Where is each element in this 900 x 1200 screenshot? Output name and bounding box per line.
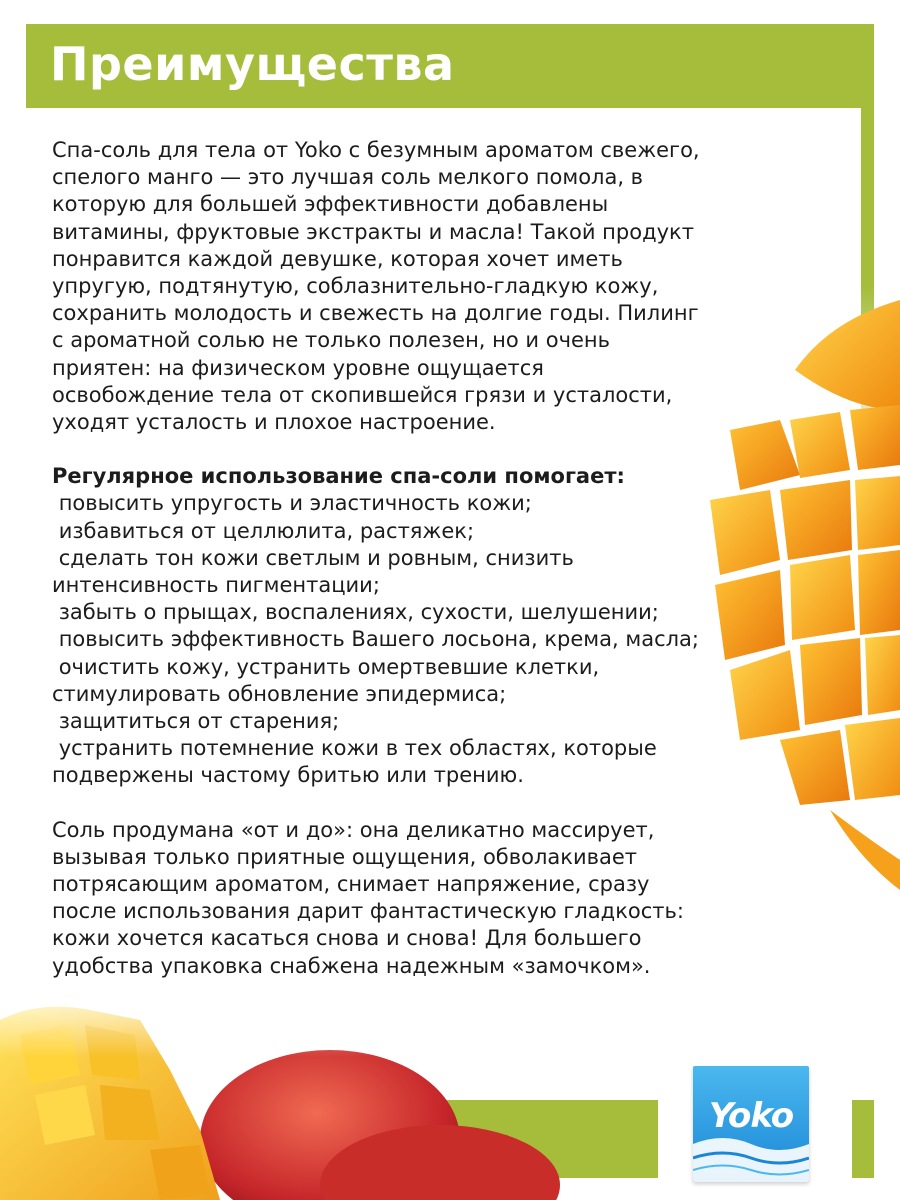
intro-line: витамины, фруктовые экстракты и масла! Такой продукт	[52, 219, 694, 244]
closing-paragraph	[52, 817, 752, 980]
benefit-item: интенсивность пигментации;	[52, 573, 380, 598]
closing-line: потрясающим ароматом, снимает напряжение, сразу	[52, 872, 650, 897]
benefits-heading: Регулярное использование спа-соли помогает:	[52, 464, 625, 489]
benefit-item: сделать тон кожи светлым и ровным, снизить	[52, 545, 574, 570]
intro-paragraph	[52, 137, 752, 436]
closing-line: кожи хочется касаться снова и снова! Для большего	[52, 926, 642, 951]
closing-line: вызывая только приятные ощущения, обволакивает	[52, 844, 637, 869]
closing-line: после использования дарит фантастическую гладкость:	[52, 899, 684, 924]
intro-line: которую для большей эффективности добавлены	[52, 192, 609, 217]
benefit-item: защититься от старения;	[52, 709, 340, 734]
intro-line: уходят усталость и плохое настроение.	[52, 410, 496, 435]
closing-line: Соль продумана «от и до»: она деликатно массирует,	[52, 817, 655, 842]
benefit-item: устранить потемнение кожи в тех областях, которые	[52, 736, 657, 761]
yoko-logo	[693, 1066, 809, 1182]
logo-text: Yoko	[708, 1096, 794, 1136]
benefits-section	[52, 463, 752, 789]
benefit-item: очистить кожу, устранить омертвевшие клетки,	[52, 654, 600, 679]
intro-line: сохранить молодость и свежесть на долгие годы. Пилинг	[52, 301, 699, 326]
intro-line: освобождение тела от скопившейся грязи и усталости,	[52, 382, 673, 407]
benefit-item: повысить упругость и эластичность кожи;	[52, 491, 532, 516]
page-title: Преимущества	[50, 37, 455, 91]
intro-line: понравится каждой девушке, которая хочет иметь	[52, 246, 623, 271]
benefit-item: подвержены частому бритью или трению.	[52, 763, 524, 788]
benefit-item: забыть о прыщах, воспалениях, сухости, шелушении;	[52, 600, 659, 625]
footer-banner-right	[852, 1100, 874, 1178]
mango-fruit-image	[0, 980, 560, 1200]
closing-line: удобства упаковка снабжена надежным «замочком».	[52, 953, 651, 978]
benefit-item: избавиться от целлюлита, растяжек;	[52, 518, 475, 543]
intro-line: упругую, подтянутую, соблазнительно-гладкую кожу,	[52, 274, 659, 299]
benefit-item: стимулировать обновление эпидермиса;	[52, 681, 507, 706]
content-area	[52, 137, 752, 980]
benefit-item: повысить эффективность Вашего лосьона, крема, масла;	[52, 627, 699, 652]
intro-line: приятен: на физическом уровне ощущается	[52, 355, 544, 380]
intro-line: с ароматной солью не только полезен, но и очень	[52, 328, 611, 353]
intro-line: Спа-соль для тела от Yoko с безумным ароматом свежего,	[52, 138, 700, 162]
intro-line: спелого манго — это лучшая соль мелкого помола, в	[52, 165, 644, 190]
